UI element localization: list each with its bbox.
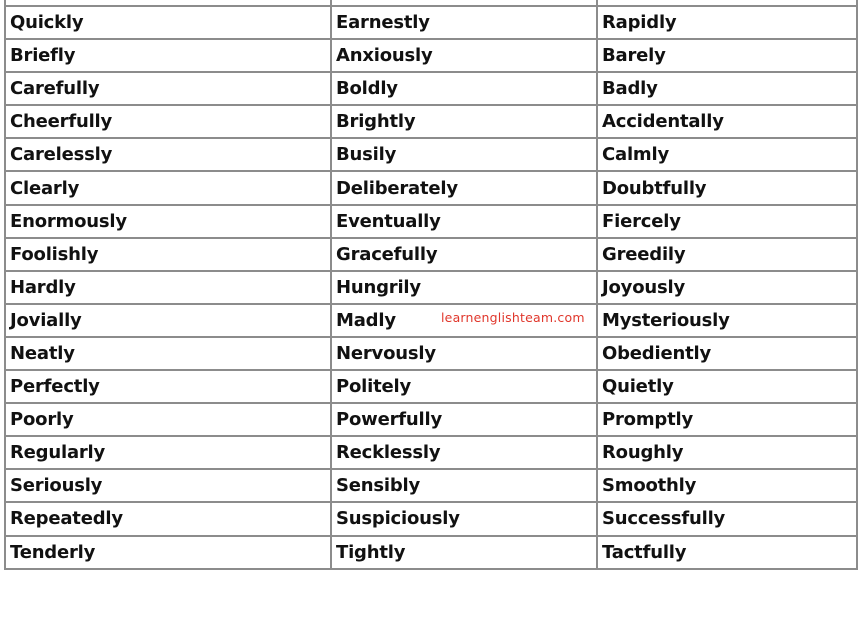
table-cell: Boldly [331, 72, 597, 105]
table-row [5, 337, 857, 370]
table-cell: Successfully [597, 502, 857, 535]
table-cell: Barely [597, 39, 857, 72]
table-row [5, 6, 857, 39]
table-row [5, 205, 857, 238]
table-row [5, 536, 857, 569]
table-row [5, 271, 857, 304]
adverb-table-body [5, 0, 857, 569]
table-cell: Promptly [597, 403, 857, 436]
table-cell: Politely [331, 370, 597, 403]
table-cell: Eventually [331, 205, 597, 238]
table-cell: Tightly [331, 536, 597, 569]
table-cell: Recklessly [331, 436, 597, 469]
table-cell: Fiercely [597, 205, 857, 238]
table-row [5, 138, 857, 171]
table-cell: Clearly [5, 171, 331, 204]
table-cell: Badly [597, 72, 857, 105]
table-cell: Tenderly [5, 536, 331, 569]
table-cell: Deliberately [331, 171, 597, 204]
table-cell: Carelessly [5, 138, 331, 171]
table-cell: Briefly [5, 39, 331, 72]
table-cell: Doubtfully [597, 171, 857, 204]
table-cell: Suspiciously [331, 502, 597, 535]
table-cell: Jovially [5, 304, 331, 337]
table-row [5, 72, 857, 105]
table-row [5, 436, 857, 469]
table-cell: Sensibly [331, 469, 597, 502]
table-cell: Hardly [5, 271, 331, 304]
table-cell: Seriously [5, 469, 331, 502]
table-cell: Brightly [331, 105, 597, 138]
table-cell: Regularly [5, 436, 331, 469]
site-watermark: learnenglishteam.com [441, 310, 585, 325]
table-cell: Smoothly [597, 469, 857, 502]
table-row [5, 403, 857, 436]
table-cell: Nervously [331, 337, 597, 370]
table-cell: Madly [331, 304, 597, 337]
table-cell: Earnestly [331, 6, 597, 39]
table-row [5, 469, 857, 502]
table-row [5, 304, 857, 337]
table-cell: Cheerfully [5, 105, 331, 138]
table-cell: Poorly [5, 403, 331, 436]
table-cell: Roughly [597, 436, 857, 469]
table-cell: Joyously [597, 271, 857, 304]
table-cell: Neatly [5, 337, 331, 370]
table-cell: Powerfully [331, 403, 597, 436]
table-cell: Hungrily [331, 271, 597, 304]
table-cell: Busily [331, 138, 597, 171]
table-cell: Perfectly [5, 370, 331, 403]
table-cell: Carefully [5, 72, 331, 105]
table-cell: Quietly [597, 370, 857, 403]
table-cell: Foolishly [5, 238, 331, 271]
adverb-table [4, 0, 858, 570]
table-cell: Calmly [597, 138, 857, 171]
table-cell: Enormously [5, 205, 331, 238]
table-cell: Obediently [597, 337, 857, 370]
table-row [5, 370, 857, 403]
table-cell: Repeatedly [5, 502, 331, 535]
table-cell: Accidentally [597, 105, 857, 138]
table-cell: Mysteriously [597, 304, 857, 337]
table-row [5, 502, 857, 535]
table-cell: Quickly [5, 6, 331, 39]
table-row [5, 105, 857, 138]
table-cell: Anxiously [331, 39, 597, 72]
table-row [5, 238, 857, 271]
table-cell: Tactfully [597, 536, 857, 569]
table-cell: Gracefully [331, 238, 597, 271]
table-row [5, 171, 857, 204]
table-cell: Greedily [597, 238, 857, 271]
table-row [5, 39, 857, 72]
table-cell: Rapidly [597, 6, 857, 39]
